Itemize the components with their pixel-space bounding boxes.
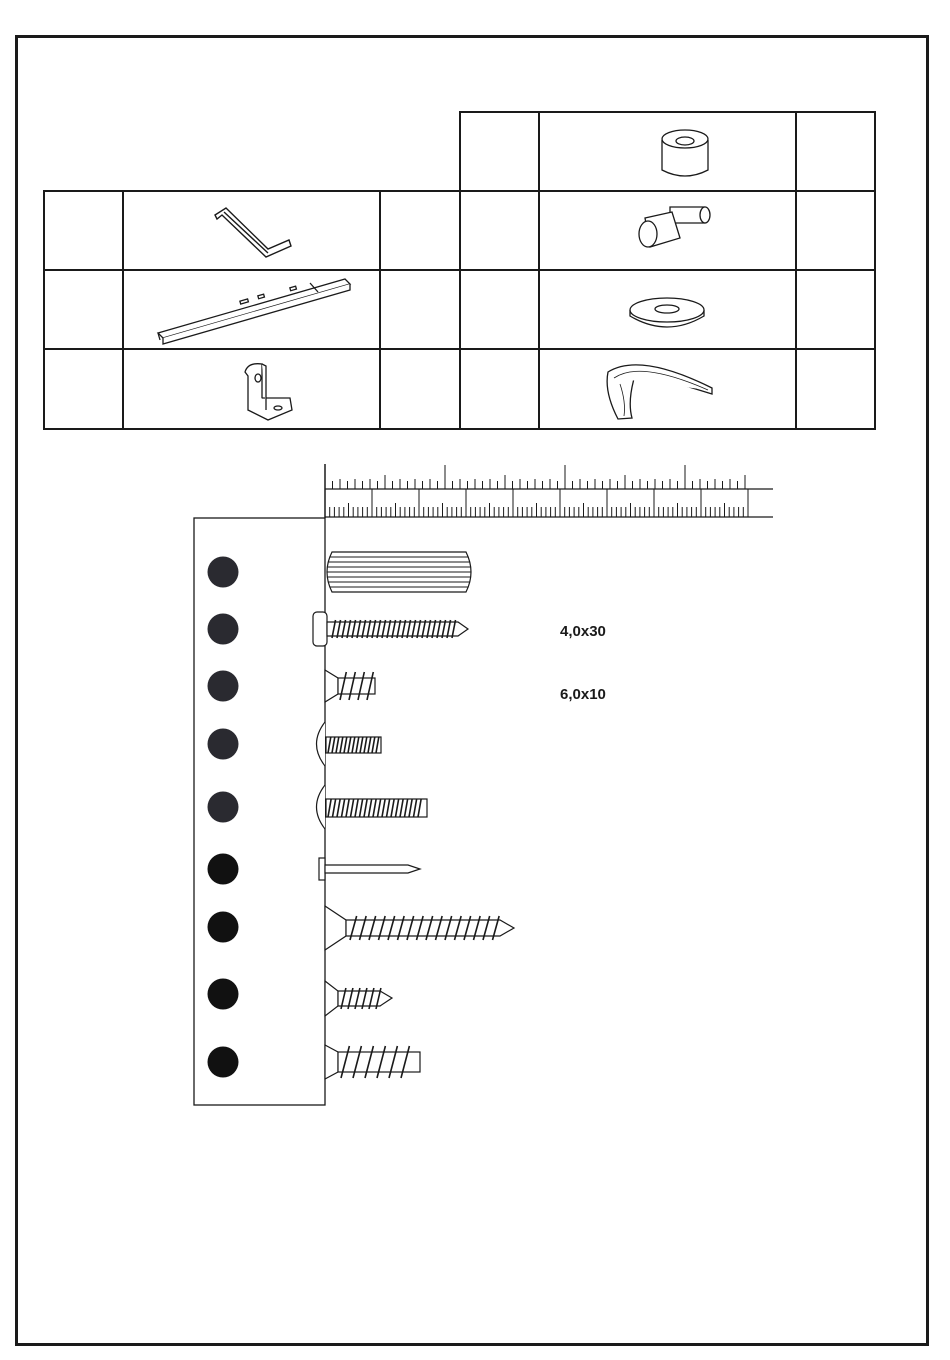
item-marker-dot: [208, 912, 239, 943]
item-marker-dot: [208, 979, 239, 1010]
item-marker-dot: [208, 557, 239, 588]
pan-head-screw-icon: [313, 612, 468, 646]
item-marker-dot: [208, 614, 239, 645]
short-countersunk-screw-icon: [325, 981, 392, 1016]
screw-size-label-6x10: 6,0x10: [560, 686, 606, 703]
wooden-dowel-icon: [327, 552, 471, 592]
item-marker-dot: [208, 729, 239, 760]
item-marker-dot: [208, 671, 239, 702]
round-head-short-bolt-icon: [317, 722, 382, 766]
round-head-long-bolt-icon: [317, 785, 428, 829]
countersunk-short-screw-icon: [325, 670, 375, 702]
nail-icon: [319, 858, 420, 880]
item-marker-dot: [208, 792, 239, 823]
euro-screw-icon: [325, 1045, 420, 1079]
item-marker-dot: [208, 1047, 239, 1078]
screw-size-label-4x30: 4,0x30: [560, 623, 606, 640]
item-marker-dot: [208, 854, 239, 885]
long-countersunk-screw-icon: [325, 906, 514, 950]
